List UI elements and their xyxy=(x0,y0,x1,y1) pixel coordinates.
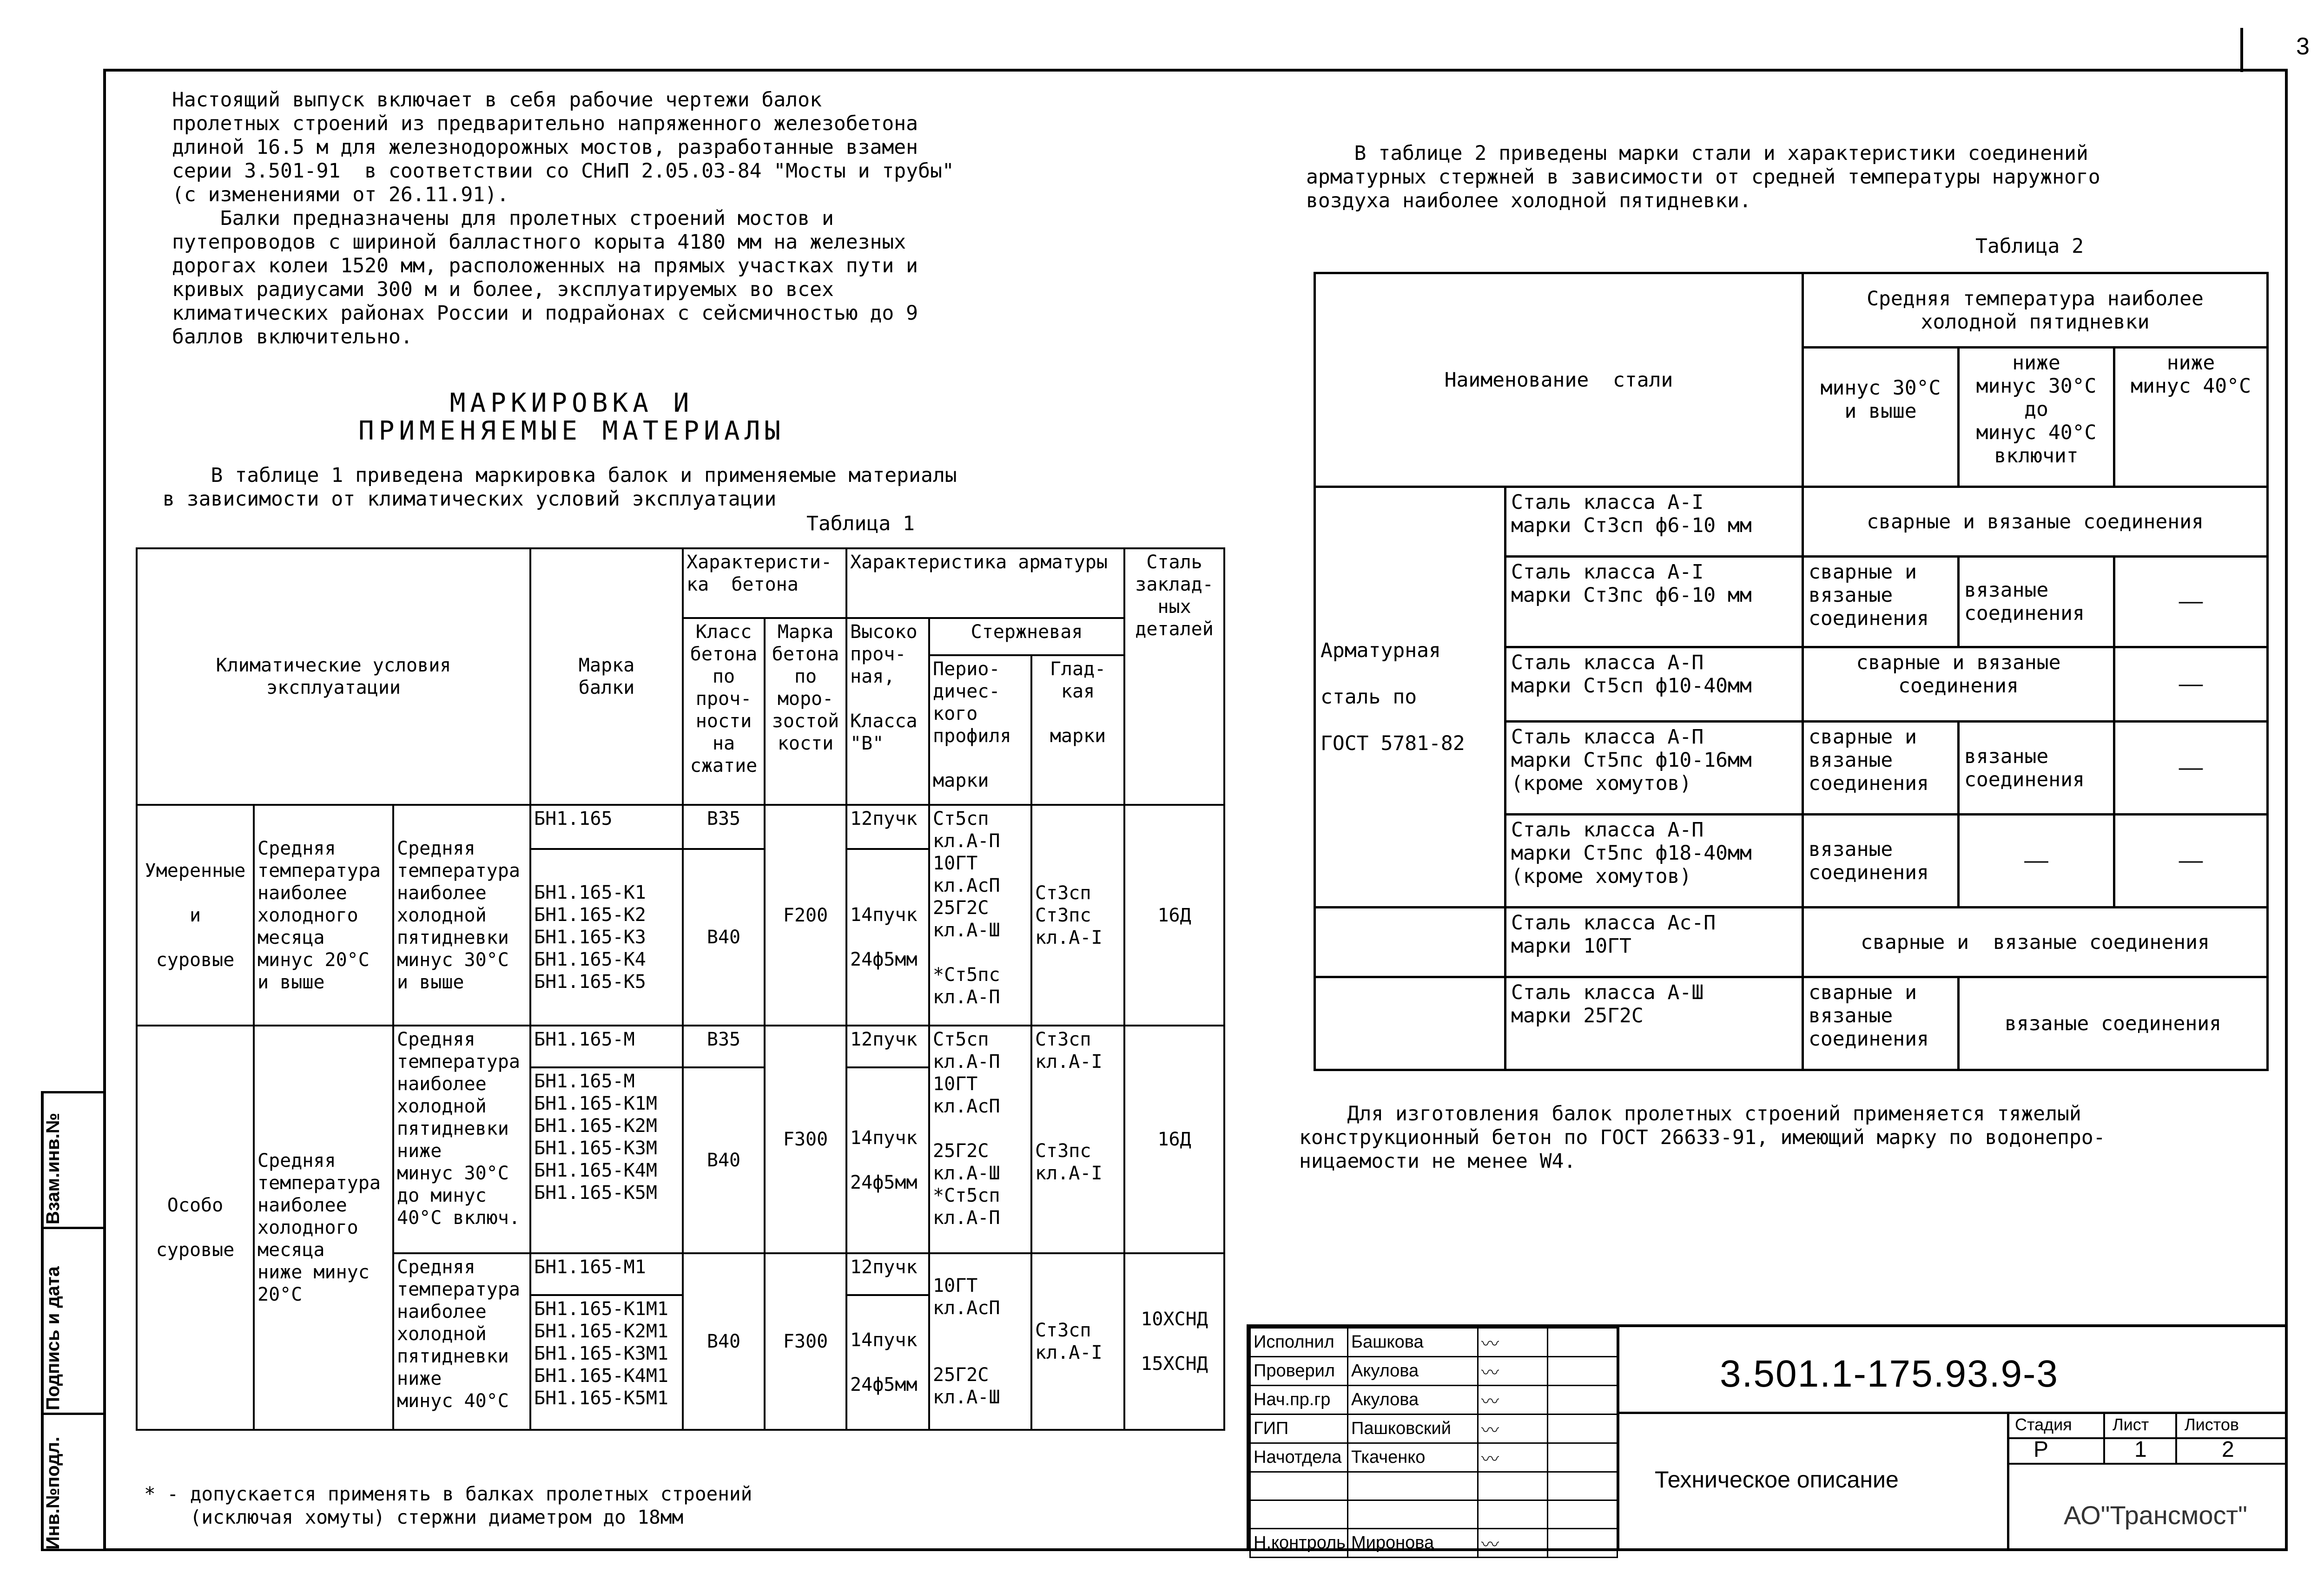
t1-g2b-klass-b: В40 xyxy=(683,1253,765,1430)
stamp-role-5 xyxy=(1250,1472,1348,1500)
stamp-name-7: Миронова xyxy=(1348,1529,1478,1558)
side-label-vzam: Взам.инв.№ xyxy=(43,1112,63,1224)
t1-g1-klass-b: В40 xyxy=(683,849,765,1026)
stamp-name-4: Ткаченко xyxy=(1348,1443,1478,1472)
stamp-role-6 xyxy=(1250,1500,1348,1529)
stamp-sign-4 xyxy=(1478,1443,1548,1472)
t2-row3-c3: —— xyxy=(2114,722,2268,815)
stamp-signatures xyxy=(1249,1327,1618,1558)
signature-icon: 〰 xyxy=(1481,1535,1499,1555)
org-name: АО"Трансмост" xyxy=(2064,1500,2248,1530)
table-2 xyxy=(1314,272,2269,1071)
stamp-role-4: Начотдела xyxy=(1250,1443,1348,1472)
t1-g1-klass-a: В35 xyxy=(683,805,765,849)
t1-g1-gladk: Ст3сп Ст3пс кл.А-I xyxy=(1031,805,1124,1026)
t2-row2-c12: сварные и вязаные соединения xyxy=(1803,647,2114,722)
t2-row1-c3: —— xyxy=(2114,557,2268,647)
t2-row6-c23: вязаные соединения xyxy=(1959,977,2268,1070)
stamp-sign-3 xyxy=(1478,1414,1548,1443)
table2-intro: В таблице 2 приведены марки стали и характеристики соединений арматурных стержней в зависимости от средней температуры наружного воздуха наиболее холодной пятидневки. xyxy=(1306,142,2100,212)
t1-g1-vys-a: 12пучк xyxy=(846,805,929,849)
t2-row5-name: Сталь класса Ас-П марки 10ГТ xyxy=(1505,908,1803,977)
t1-g2b-gladk: Ст3сп кл.А-I xyxy=(1031,1253,1124,1430)
t1-g2b-marka-b: БН1.165-К1М1 БН1.165-К2М1 БН1.165-К3М1 БН1.165-К4М1 БН1.165-К5М1 xyxy=(530,1295,683,1430)
signature-icon: 〰 xyxy=(1481,1421,1499,1441)
t2-h-temp: Средняя температура наиболее холодной пятидневки xyxy=(1803,273,2268,348)
stamp-name-2: Акулова xyxy=(1348,1386,1478,1414)
stamp-date-2 xyxy=(1548,1386,1618,1414)
t1-h-armatura: Характеристика арматуры xyxy=(846,548,1124,618)
stamp-role-7: Н.контроль xyxy=(1250,1529,1348,1558)
stamp-role-1: Проверил xyxy=(1250,1357,1348,1386)
t2-row0-name: Сталь класса А-I марки Ст3сп ф6-10 мм xyxy=(1505,487,1803,557)
t1-g2a-marka-a: БН1.165-М xyxy=(530,1026,683,1067)
doc-title: Техническое описание xyxy=(1655,1467,1899,1493)
t1-g2a-klass-a: В35 xyxy=(683,1026,765,1067)
t2-row1-c2: вязаные соединения xyxy=(1959,557,2114,647)
table1-intro: В таблице 1 приведена маркировка балок и применяемые материалы в зависимости от климатических условий эксплуатации xyxy=(163,464,957,511)
table2-caption: Таблица 2 xyxy=(1975,235,2084,258)
t1-g1-frost: F200 xyxy=(765,805,846,1026)
intro-text: Настоящий выпуск включает в себя рабочие чертежи балок пролетных строений из предварительно напряженного железобетона длиной 16.5 м для железнодорожных мостов, разработанные взамен серии 3.501-91 в соответствии со СНиП 2.05.03-84 "Мосты и трубы" (с изменениями от 26.11.91). Балки предназначены для пролетных строений мостов и путепроводов с шириной балластного корыта 4180 мм на железных дорогах колеи 1520 мм, расположенных на прямых участках пути и кривых радиусами 300 м и более, эксплуатируемых во всех климатических районах России и подрайонах с сейсмичностью до 9 баллов включительно. xyxy=(172,88,954,349)
t1-g1-marka-a: БН1.165 xyxy=(530,805,683,849)
stage-value: Р xyxy=(2034,1437,2049,1462)
t1-h-marka: Марка балки xyxy=(530,548,683,805)
stamp-date-0 xyxy=(1548,1328,1618,1357)
signature-icon: 〰 xyxy=(1481,1450,1499,1469)
stamp-name-0: Башкова xyxy=(1348,1328,1478,1357)
t2-row3-name: Сталь класса А-П марки Ст5пс ф10-16мм (кроме хомутов) xyxy=(1505,722,1803,815)
t2-row4-name: Сталь класса А-П марки Ст5пс ф18-40мм (кроме хомутов) xyxy=(1505,815,1803,908)
t1-g1-marka-b: БН1.165-К1 БН1.165-К2 БН1.165-К3 БН1.165-К4 БН1.165-К5 xyxy=(530,849,683,1026)
t2-row2-name: Сталь класса А-П марки Ст5сп ф10-40мм xyxy=(1505,647,1803,722)
t1-g2-cond1: Средняя температура наиболее холодного месяца ниже минус 20°C xyxy=(254,1026,393,1430)
t1-h-stal: Сталь заклад- ных деталей xyxy=(1124,548,1224,805)
t1-g1-cond2: Средняя температура наиболее холодной пятидневки минус 30°C и выше xyxy=(393,805,530,1026)
t2-h-col1: минус 30°C и выше xyxy=(1803,348,1959,487)
t1-h-beton: Характеристи- ка бетона xyxy=(683,548,846,618)
t1-g2a-frost: F300 xyxy=(765,1026,846,1253)
t2-row4-c2: —— xyxy=(1959,815,2114,908)
sheet-value: 1 xyxy=(2134,1437,2147,1462)
t1-g2b-vys-a: 12пучк xyxy=(846,1253,929,1295)
page-number-divider xyxy=(2240,28,2243,72)
t2-h-col3: ниже минус 40°C xyxy=(2114,348,2268,487)
stamp-date-6 xyxy=(1548,1500,1618,1529)
stamp-name-6 xyxy=(1348,1500,1478,1529)
table1-caption: Таблица 1 xyxy=(806,512,915,535)
t2-row6-name: Сталь класса А-Ш марки 25Г2С xyxy=(1505,977,1803,1070)
t1-g1-cond1: Средняя температура наиболее холодного месяца минус 20°C и выше xyxy=(254,805,393,1026)
signature-icon: 〰 xyxy=(1481,1392,1499,1412)
stamp-date-4 xyxy=(1548,1443,1618,1472)
t1-g2-climate: Особо суровые xyxy=(137,1026,254,1430)
t2-row4-c1: вязаные соединения xyxy=(1803,815,1959,908)
t1-g1-stal: 16Д xyxy=(1124,805,1224,1026)
t2-group-filler-a xyxy=(1315,908,1505,977)
stamp-name-5 xyxy=(1348,1472,1478,1500)
page-number: 3 xyxy=(2296,33,2310,60)
stage-label: Стадия xyxy=(2015,1415,2072,1434)
t2-row6-c1: сварные и вязаные соединения xyxy=(1803,977,1959,1070)
stamp-sign-0 xyxy=(1478,1328,1548,1357)
t2-group: Арматурная сталь по ГОСТ 5781-82 xyxy=(1315,487,1505,908)
stamp-sign-6 xyxy=(1478,1500,1548,1529)
stamp-role-0: Исполнил xyxy=(1250,1328,1348,1357)
side-label-sign: Подпись и дата xyxy=(43,1266,63,1410)
stamp-date-7 xyxy=(1548,1529,1618,1558)
t1-g2b-frost: F300 xyxy=(765,1253,846,1430)
sheets-value: 2 xyxy=(2222,1437,2234,1462)
t2-row0-all: сварные и вязаные соединения xyxy=(1803,487,2268,557)
section-heading: МАРКИРОВКА И ПРИМЕНЯЕМЫЕ МАТЕРИАЛЫ xyxy=(358,388,785,446)
t2-row3-c2: вязаные соединения xyxy=(1959,722,2114,815)
t1-g2a-klass-b: В40 xyxy=(683,1067,765,1253)
t1-g1-climate: Умеренные и суровые xyxy=(137,805,254,1026)
t1-g2a-vys-a: 12пучк xyxy=(846,1026,929,1067)
doc-code: 3.501.1-175.93.9-3 xyxy=(1720,1353,2059,1395)
stamp-name-1: Акулова xyxy=(1348,1357,1478,1386)
stamp-role-2: Нач.пр.гр xyxy=(1250,1386,1348,1414)
signature-icon: 〰 xyxy=(1481,1363,1499,1383)
stamp-name-3: Пашковский xyxy=(1348,1414,1478,1443)
stamp-role-3: ГИП xyxy=(1250,1414,1348,1443)
t1-g2a-cond2: Средняя температура наиболее холодной пятидневки ниже минус 30°C до минус 40°C включ. xyxy=(393,1026,530,1253)
t1-g2b-marka-a: БН1.165-М1 xyxy=(530,1253,683,1295)
sheets-label: Листов xyxy=(2185,1415,2239,1434)
t2-group-filler-b xyxy=(1315,977,1505,1070)
signature-icon: 〰 xyxy=(1481,1335,1499,1354)
t1-g2a-period: Ст5сп кл.А-П 10ГТ кл.АсП 25Г2С кл.А-Ш *Ст5сп кл.А-П xyxy=(929,1026,1031,1253)
t2-row3-c1: сварные и вязаные соединения xyxy=(1803,722,1959,815)
t1-h-period: Перио- дичес- кого профиля марки xyxy=(929,655,1031,805)
table1-footnote: * - допускается применять в балках пролетных строений (исключая хомуты) стержни диаметром до 18мм xyxy=(144,1483,753,1528)
t2-row2-c3: —— xyxy=(2114,647,2268,722)
t1-g2b-cond2: Средняя температура наиболее холодной пятидневки ниже минус 40°C xyxy=(393,1253,530,1430)
t1-g1-vys-b: 14пучк 24ф5мм xyxy=(846,849,929,1026)
t2-row5-all: сварные и вязаные соединения xyxy=(1803,908,2268,977)
stamp-sign-7 xyxy=(1478,1529,1548,1558)
t1-g2a-gladk: Ст3сп кл.А-I Ст3пс кл.А-I xyxy=(1031,1026,1124,1253)
t2-h-col2: ниже минус 30°C до минус 40°C включит xyxy=(1959,348,2114,487)
stamp-sign-2 xyxy=(1478,1386,1548,1414)
t1-g2b-vys-b: 14пучк 24ф5мм xyxy=(846,1295,929,1430)
concrete-text: Для изготовления балок пролетных строений применяется тяжелый конструкционный бетон по ГОСТ 26633-91, имеющий марку по водонепро- ницаемости не менее W4. xyxy=(1299,1102,2106,1173)
t1-g2b-period: 10ГТ кл.АсП 25Г2С кл.А-Ш xyxy=(929,1253,1031,1430)
stamp-sign-5 xyxy=(1478,1472,1548,1500)
stamp-date-1 xyxy=(1548,1357,1618,1386)
t1-h-gladk: Глад- кая марки xyxy=(1031,655,1124,805)
stamp-sign-1 xyxy=(1478,1357,1548,1386)
stamp-date-5 xyxy=(1548,1472,1618,1500)
stamp-date-3 xyxy=(1548,1414,1618,1443)
t2-row1-c1: сварные и вязаные соединения xyxy=(1803,557,1959,647)
t1-h-sterzh: Стержневая xyxy=(929,618,1124,655)
t1-h-marka-beton: Марка бетона по моро- зостой кости xyxy=(765,618,846,805)
t1-g2a-marka-b: БН1.165-М БН1.165-К1М БН1.165-К2М БН1.165-К3М БН1.165-К4М БН1.165-К5М xyxy=(530,1067,683,1253)
sheet-label: Лист xyxy=(2113,1415,2149,1434)
side-label-inv: Инв.№подл. xyxy=(43,1436,63,1550)
t2-row1-name: Сталь класса А-I марки Ст3пс ф6-10 мм xyxy=(1505,557,1803,647)
t2-row4-c3: —— xyxy=(2114,815,2268,908)
table-1 xyxy=(136,547,1225,1431)
t2-h-name: Наименование стали xyxy=(1315,273,1803,487)
t1-g1-period: Ст5сп кл.А-П 10ГТ кл.АсП 25Г2С кл.А-Ш *Ст5пс кл.А-П xyxy=(929,805,1031,1026)
t1-h-vysoko: Высоко проч- ная, Класса "В" xyxy=(846,618,929,805)
t1-h-climate: Климатические условия эксплуатации xyxy=(137,548,530,805)
t1-g2a-vys-b: 14пучк 24ф5мм xyxy=(846,1067,929,1253)
t1-g2b-stal: 10ХСНД 15ХСНД xyxy=(1124,1253,1224,1430)
t1-g2a-stal: 16Д xyxy=(1124,1026,1224,1253)
t1-h-klass: Класс бетона по проч- ности на сжатие xyxy=(683,618,765,805)
